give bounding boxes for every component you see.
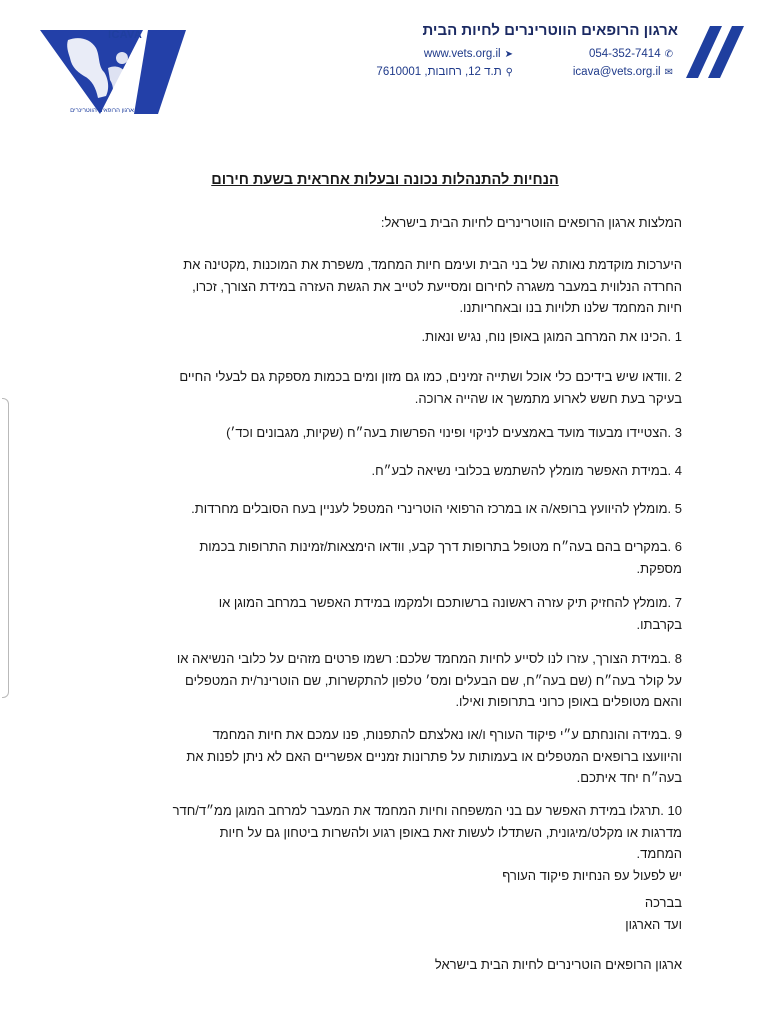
preface-line: חיות המחמד שלנו תלויות בנו ובאחריותנו. bbox=[459, 300, 682, 315]
guideline-item-6 bbox=[122, 536, 682, 579]
envelope-icon: ✉ bbox=[664, 66, 673, 78]
website-contact[interactable] bbox=[424, 48, 513, 60]
item-line: 1 .הכינו את המרחב המוגן באופן נוח, נגיש ונאות. bbox=[421, 329, 682, 344]
logo-caption: ארגון הרופאים הווטרינרים bbox=[70, 108, 134, 114]
cursor-icon: ➤ bbox=[504, 48, 513, 60]
guideline-item-8 bbox=[122, 648, 682, 713]
signature: ארגון הרופאים הוטרינרים לחיות הבית בישראל bbox=[434, 957, 682, 972]
closing-committee: ועד הארגון bbox=[625, 916, 682, 932]
preface-paragraph bbox=[122, 254, 682, 319]
phone-number: 054-352-7414 bbox=[588, 48, 661, 60]
item-line: והאם מטופלים באופן כרוני בתרופות ואילו. bbox=[455, 694, 682, 709]
item-line: 8 .במידת הצורך, עזרו לנו לסייע לחיות המחמד שלכם: רשמו פרטים מזהים על כלובי הנשיאה או bbox=[176, 651, 682, 666]
phone-contact[interactable] bbox=[589, 48, 673, 60]
item-line: 2 .וודאו שיש בידיכם כלי אוכל ושתייה זמינים, כמו גם מזון ומים בכמות מספקת גם לבעלי החיים bbox=[179, 369, 682, 384]
item-line: מדרגות או מקלט/מיגונית, השתדלו לעשות זאת באופן רגוע ולהשרות ביטחון גם על חיות bbox=[219, 824, 682, 840]
email-address: icava@vets.org.il bbox=[572, 66, 661, 78]
item-line: על קולר בעה״ח (שם בעה״ח, שם הבעלים ומס׳ טלפון להתקשרות, שם הוטרינר/ית המטפלים bbox=[185, 672, 682, 688]
guideline-item-2 bbox=[122, 366, 682, 409]
brand-stripes bbox=[686, 26, 746, 78]
logo-text: ICAVA bbox=[108, 29, 143, 41]
item-line: מספקת. bbox=[636, 560, 682, 576]
letterhead bbox=[0, 0, 768, 130]
location-pin-icon: ⚲ bbox=[505, 66, 513, 78]
item-line: 6 .במקרים בהם בעה״ח מטופל בתרופות דרך קבע, וודאו הימצאות/זמינות התרופות בכמות bbox=[199, 539, 682, 554]
closing-greeting: בברכה bbox=[644, 895, 682, 910]
document-title: הנחיות להתנהלות נכונה ובעלות אחראית בשעת חירום bbox=[211, 172, 559, 188]
org-name: ארגון הרופאים הווטרינרים לחיות הבית bbox=[422, 22, 678, 39]
item-line: 9 .במידה והונחתם ע״י פיקוד העורף ו/או נאלצתם להתפנות, פנו עמכם את חיות המחמד bbox=[212, 727, 682, 742]
item-line: המחמד. bbox=[636, 846, 682, 861]
email-contact[interactable] bbox=[573, 66, 673, 78]
item-line: בעה״ח יחד איתכם. bbox=[576, 770, 682, 785]
guideline-item-9 bbox=[122, 724, 682, 789]
guideline-item-4 bbox=[122, 460, 682, 482]
item-line: בקרבתו. bbox=[636, 616, 682, 632]
guideline-item-7 bbox=[122, 592, 682, 635]
item-line: 5 .מומלץ להיוועץ ברופא/ה או במרכז הרפואי הוטרינרי המטפל לעניין בעח הסובלים מחרדות. bbox=[191, 501, 682, 516]
item-line: 10 .תרגלו במידת האפשר עם בני המשפחה וחיות המחמד את המעבר למרחב המוגן ממ״ד/חדר bbox=[172, 803, 682, 818]
item-line: בעיקר בעת חשש לארוע מתמשך או שהייה ארוכה. bbox=[414, 390, 682, 406]
item-line: יש לפעול עפ הנחיות פיקוד העורף bbox=[502, 867, 682, 883]
postal-address: ת.ד 12, רחובות, 7610001 bbox=[376, 66, 502, 78]
item-line: 4 .במידת האפשר מומלץ להשתמש בכלובי נשיאה לבע״ח. bbox=[371, 463, 682, 478]
intro-line: המלצות ארגון הרופאים הווטרינרים לחיות הבית בישראל: bbox=[380, 215, 682, 230]
item-line: 3 .הצטיידו מבעוד מועד באמצעים לניקוי ופינוי הפרשות בעה״ח (שקיות, מגבונים וכד׳) bbox=[226, 425, 682, 440]
item-line: והיוועצו ברופאים המטפלים או בעמותות על פתרונות זמניים אפשריים האם לא ניתן לפנות את bbox=[186, 748, 682, 764]
guideline-item-3 bbox=[122, 422, 682, 444]
website-url: www.vets.org.il bbox=[423, 48, 501, 60]
guideline-item-10 bbox=[122, 800, 682, 886]
address-contact bbox=[376, 66, 513, 78]
guideline-item-5 bbox=[122, 498, 682, 520]
closing bbox=[122, 892, 682, 935]
scroll-indicator[interactable] bbox=[2, 398, 9, 698]
item-line: 7 .מומלץ להחזיק תיק עזרה ראשונה ברשותכם ולמקמו במידת האפשר במרחב המוגן או bbox=[218, 595, 682, 610]
guideline-item-1 bbox=[122, 326, 682, 348]
preface-line: היערכות מוקדמת נאותה של בני הבית ועימם חיות המחמד, משפרת את המוכנות ,מקטינה את bbox=[183, 257, 682, 272]
phone-icon: ✆ bbox=[664, 48, 673, 60]
preface-line: החרדה הנלווית במעבר משגרה לחירום ומסייעת לטייב את הגשת העזרה במידת הצורך, זכרו, bbox=[192, 278, 682, 294]
